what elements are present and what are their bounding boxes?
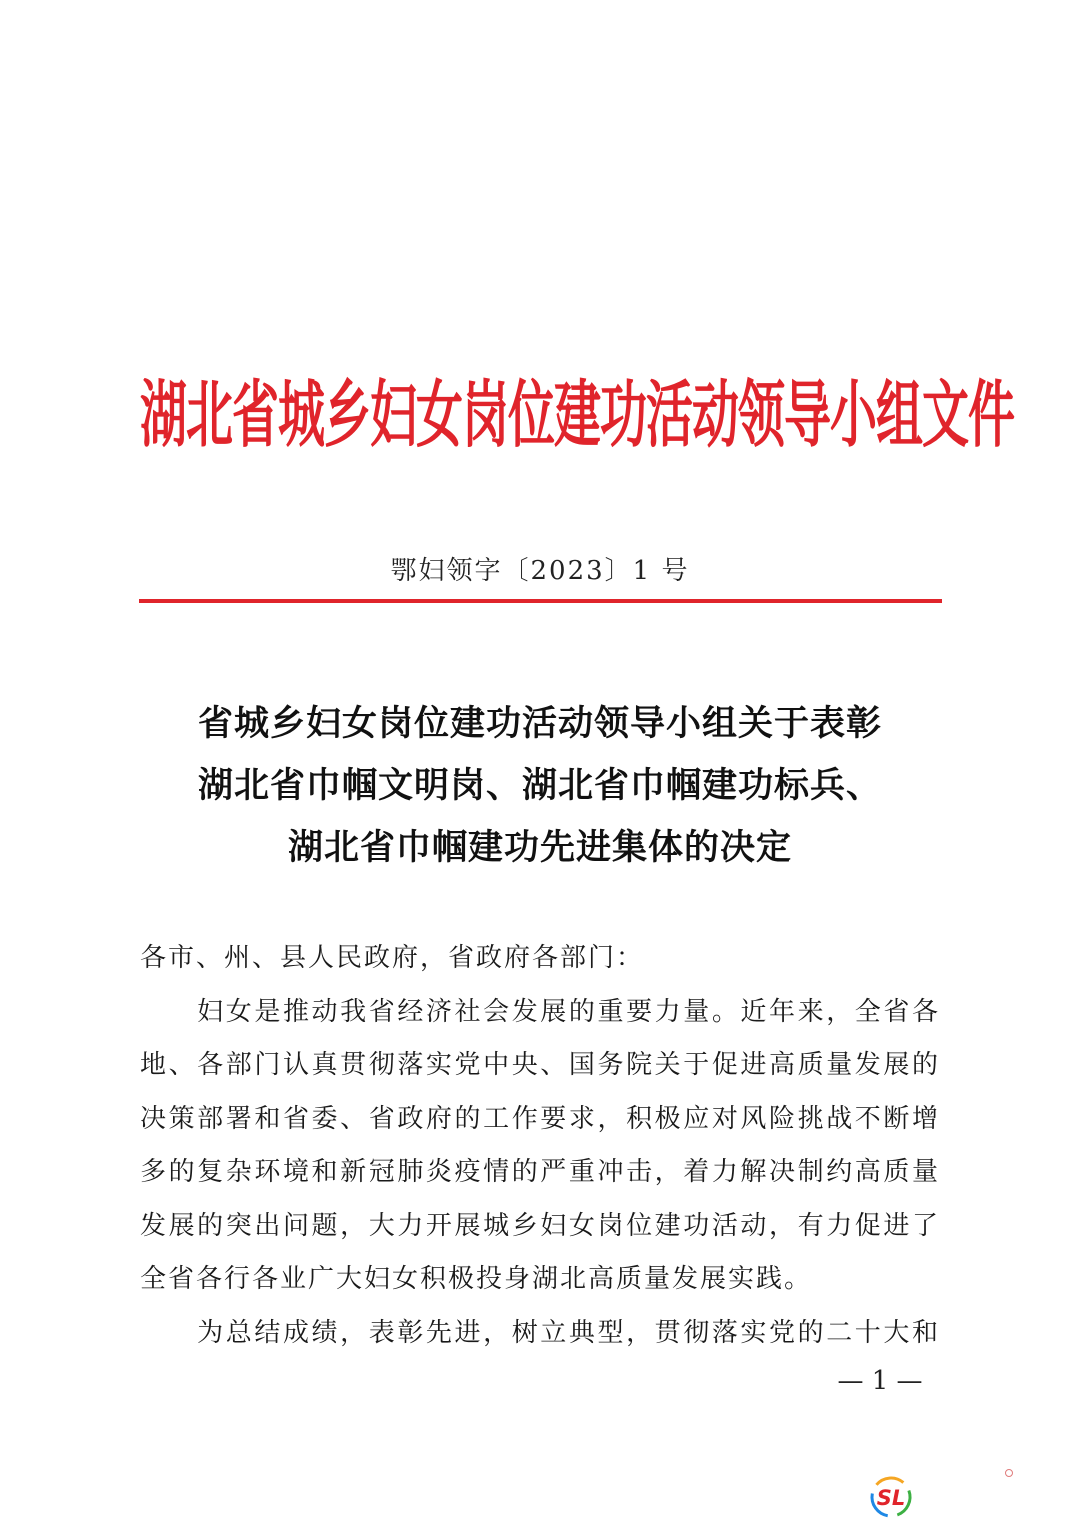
document-header-title: 湖北省城乡妇女岗位建功活动领导小组文件 xyxy=(140,373,1014,459)
title-line: 湖北省巾帼建功先进集体的决定 xyxy=(287,827,792,868)
document-title xyxy=(120,693,960,879)
watermark-logo-icon xyxy=(866,1474,916,1520)
title-line: 湖北省巾帼文明岗、湖北省巾帼建功标兵、 xyxy=(197,765,882,806)
header-divider xyxy=(139,599,942,603)
body-line: 为总结成绩，表彰先进，树立典型，贯彻落实党的二十大和 xyxy=(140,1317,940,1348)
body-line: 妇女是推动我省经济社会发展的重要力量。近年来，全省各 xyxy=(140,996,940,1027)
page-number: — 1 — xyxy=(837,1366,923,1396)
body-line: 决策部署和省委、省政府的工作要求，积极应对风险挑战不断增 xyxy=(140,1103,940,1134)
body-line: 全省各行各业广大妇女积极投身湖北高质量发展实践。 xyxy=(140,1264,813,1294)
title-line: 省城乡妇女岗位建功活动领导小组关于表彰 xyxy=(197,703,882,744)
svg-text:SL: SL xyxy=(876,1486,906,1510)
decorative-dot xyxy=(1005,1469,1013,1477)
document-number: 鄂妇领字〔2023〕1 号 xyxy=(390,556,690,586)
salutation-line: 各市、州、县人民政府，省政府各部门： xyxy=(140,943,645,973)
body-line: 地、各部门认真贯彻落实党中央、国务院关于促进高质量发展的 xyxy=(140,1050,940,1080)
document-body xyxy=(140,932,940,1360)
body-line: 多的复杂环境和新冠肺炎疫情的严重冲击，着力解决制约高质量 xyxy=(140,1157,940,1187)
body-line: 发展的突出问题，大力开展城乡妇女岗位建功活动，有力促进了 xyxy=(140,1210,940,1241)
